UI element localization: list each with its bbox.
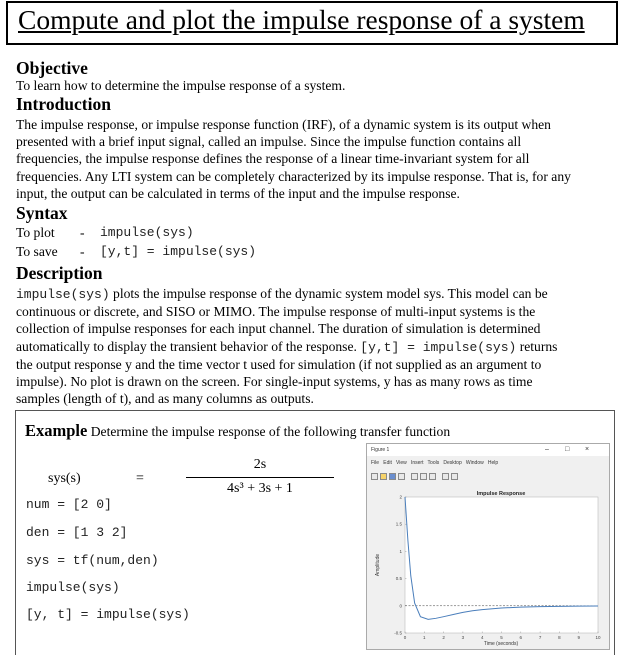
x-tick-label: 4 [480, 635, 484, 640]
introduction-line: input, the output can be calculated in terms of the input and the impulse response. [16, 185, 460, 201]
description-line: samples (length of t), and as many columns as outputs. [16, 391, 314, 407]
figure-titlebar[interactable] [367, 444, 609, 456]
introduction-line: The impulse response, or impulse response function (IRF), of a dynamic system is its output when [16, 117, 551, 132]
introduction-heading: Introduction [16, 94, 111, 114]
menu-file[interactable]: File [371, 460, 380, 466]
pointer-icon[interactable] [442, 473, 449, 480]
save-icon[interactable] [389, 473, 396, 480]
y-tick-label: -0.5 [394, 630, 402, 636]
impulse-chart [367, 482, 609, 649]
figure-window[interactable] [366, 443, 610, 650]
x-axis-label: Time (seconds) [483, 641, 519, 647]
x-tick-label: 0 [403, 635, 407, 640]
syntax-plot-code: impulse(sys) [100, 225, 194, 240]
plot-area [405, 497, 598, 633]
introduction-line: frequencies. Any LTI system can be completely characterized by its impulse response. That is, for any [16, 168, 571, 184]
menu-edit[interactable]: Edit [383, 460, 392, 466]
description-line: impulse). No plot is drawn on the screen. For single-input systems, y has as many rows as time [16, 374, 533, 390]
link-icon[interactable] [411, 473, 418, 480]
x-tick-label: 2 [442, 635, 445, 640]
y-tick-label: 1 [399, 548, 402, 554]
menu-view[interactable]: View [396, 460, 407, 466]
description-line: automatically to display the transient behavior of the response. [y,t] = impulse(sys) returns [16, 338, 558, 355]
minimize-button[interactable]: – [545, 446, 549, 453]
y-tick-label: 2 [399, 494, 402, 500]
description-body [16, 285, 557, 407]
syntax-plot-label: To plot [16, 225, 55, 240]
example-heading: Example [25, 421, 88, 440]
figure-menubar [371, 460, 498, 466]
introduction-body [16, 116, 571, 202]
code-line: den = [1 3 2] [26, 525, 128, 540]
x-tick-label: 10 [595, 635, 601, 640]
example-intro: Determine the impulse response of the following transfer function [87, 424, 451, 439]
plot-tools-icon[interactable] [451, 473, 458, 480]
y-axis-label: Amplitude [375, 553, 381, 577]
inline-code: [y,t] = impulse(sys) [360, 339, 517, 355]
equals-sign: = [136, 471, 144, 486]
sys-label: sys(s) [48, 471, 81, 486]
introduction-line: presented with a brief input signal, called an impulse. Since the impulse function contains all [16, 134, 522, 150]
menu-tools[interactable]: Tools [427, 460, 440, 466]
example-header [25, 421, 450, 441]
figure-title: Figure 1 [371, 447, 390, 453]
insert-legend-icon[interactable] [429, 473, 436, 480]
tf-denominator: 4s³ + 3s + 1 [227, 481, 293, 496]
description-heading: Description [16, 263, 103, 283]
description-line: continuous or discrete, and SISO or MIMO. The impulse response of multi-input systems is the [16, 304, 536, 320]
description-line: impulse(sys) plots the impulse response of the dynamic system model sys. This model can be [16, 286, 548, 302]
x-tick-label: 6 [519, 635, 523, 640]
print-icon[interactable] [398, 473, 405, 480]
menu-window[interactable]: Window [465, 460, 484, 466]
y-tick-label: 0.5 [395, 576, 402, 582]
objective-heading: Objective [16, 58, 88, 78]
maximize-button[interactable]: □ [565, 446, 570, 453]
tf-numerator: 2s [253, 457, 267, 472]
x-tick-label: 5 [500, 635, 503, 640]
code-line: sys = tf(num,den) [26, 553, 159, 568]
x-tick-label: 1 [423, 635, 426, 640]
syntax-heading: Syntax [16, 203, 68, 223]
new-figure-icon[interactable] [371, 473, 378, 480]
x-tick-label: 3 [461, 635, 465, 640]
x-tick-label: 7 [538, 635, 542, 640]
open-icon[interactable] [380, 473, 387, 480]
code-line: [y, t] = impulse(sys) [26, 607, 190, 622]
inline-code: impulse(sys) [16, 287, 110, 302]
description-line: the output response y and the time vector t used for simulation (if not supplied as an argument to [16, 356, 542, 372]
insert-colorbar-icon[interactable] [420, 473, 427, 480]
fraction-bar [186, 477, 334, 478]
close-button[interactable]: × [585, 446, 590, 453]
menu-insert[interactable]: Insert [410, 460, 424, 466]
code-line: num = [2 0] [26, 497, 112, 512]
x-tick-label: 8 [558, 635, 561, 640]
introduction-line: frequencies, the impulse response defines the response of a linear time-invariant system for all [16, 151, 530, 167]
syntax-save-label: To save [16, 244, 58, 259]
syntax-save-code: [y,t] = impulse(sys) [100, 244, 257, 259]
y-tick-label: 1.5 [395, 521, 402, 527]
description-line: collection of impulse responses for each input channel. The duration of simulation is determined [16, 321, 541, 337]
y-tick-label: 0 [399, 603, 402, 609]
code-line: impulse(sys) [26, 580, 120, 595]
x-tick-label: 9 [577, 635, 580, 640]
syntax-save-dash: - [80, 244, 85, 259]
menu-help[interactable]: Help [487, 460, 499, 466]
syntax-plot-dash: - [80, 225, 85, 240]
menu-desktop[interactable]: Desktop [443, 460, 462, 466]
page-title: Compute and plot the impulse response of a system [18, 4, 585, 35]
objective-text: To learn how to determine the impulse response of a system. [16, 78, 346, 93]
plot-title: Impulse Response [476, 491, 526, 497]
